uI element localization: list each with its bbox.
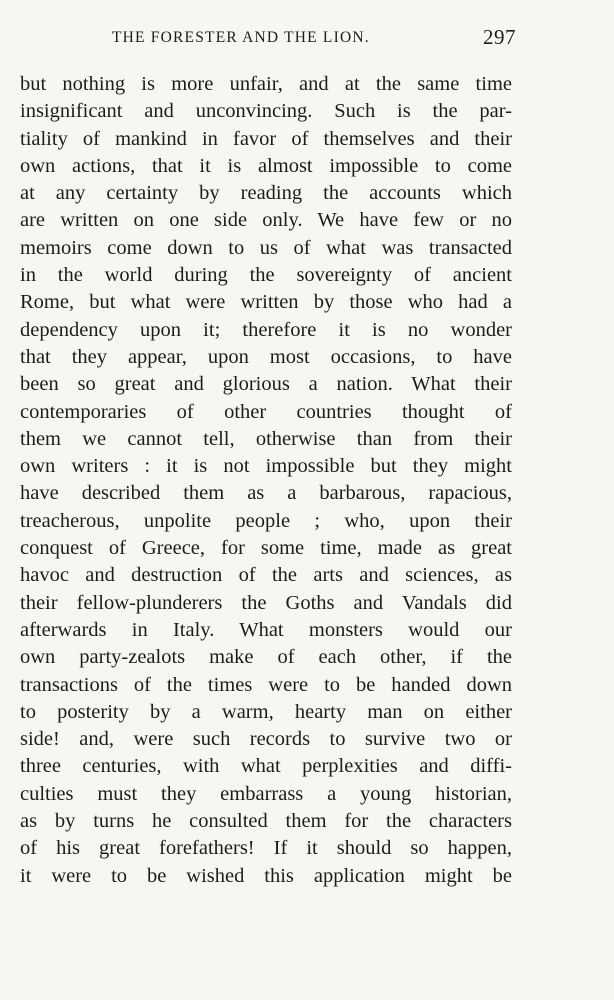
text-line: of his great forefathers! If it should so happen,: [20, 837, 512, 860]
text-line: their fellow-plunderers the Goths and Vandals did: [20, 591, 512, 614]
text-line: contemporaries of other countries thought of: [20, 400, 512, 423]
text-line: memoirs come down to us of what was transacted: [20, 236, 512, 259]
text-line: are written on one side only. We have few or no: [20, 209, 512, 232]
text-line: that they appear, upon most occasions, to have: [20, 345, 512, 368]
text-line: as by turns he consulted them for the characters: [20, 810, 512, 833]
text-line: own party-zealots make of each other, if the: [20, 646, 512, 669]
text-line: been so great and glorious a nation. What their: [20, 373, 512, 396]
text-line: insignificant and unconvincing. Such is the par-: [20, 100, 512, 123]
text-line: conquest of Greece, for some time, made as great: [20, 537, 512, 560]
text-line: three centuries, with what perplexities and diffi-: [20, 755, 512, 778]
text-line: tiality of mankind in favor of themselves and their: [20, 127, 512, 150]
text-line: dependency upon it; therefore it is no wonder: [20, 318, 512, 341]
text-line: in the world during the sovereignty of ancient: [20, 264, 512, 287]
text-line: have described them as a barbarous, rapacious,: [20, 482, 512, 505]
page-number: 297: [483, 25, 516, 49]
running-head: [20, 24, 516, 52]
text-line: culties must they embarrass a young historian,: [20, 782, 512, 805]
text-line: treacherous, unpolite people ; who, upon their: [20, 509, 512, 532]
text-line: Rome, but what were written by those who had a: [20, 291, 512, 314]
text-line: transactions of the times were to be handed down: [20, 673, 512, 696]
running-title: THE FORESTER AND THE LION.: [112, 29, 370, 46]
text-line: own actions, that it is almost impossible to come: [20, 154, 512, 177]
text-line: at any certainty by reading the accounts which: [20, 182, 512, 205]
text-line: afterwards in Italy. What monsters would our: [20, 618, 512, 641]
text-line: it were to be wished this application might be: [20, 864, 512, 887]
text-line: own writers : it is not impossible but they might: [20, 455, 512, 478]
text-line: but nothing is more unfair, and at the same time: [20, 73, 512, 95]
text-line: havoc and destruction of the arts and sciences, as: [20, 564, 512, 587]
body-text: [20, 71, 512, 890]
text-line: side! and, were such records to survive two or: [20, 728, 512, 751]
text-line: them we cannot tell, otherwise than from their: [20, 427, 512, 450]
text-line: to posterity by a warm, hearty man on either: [20, 700, 512, 723]
